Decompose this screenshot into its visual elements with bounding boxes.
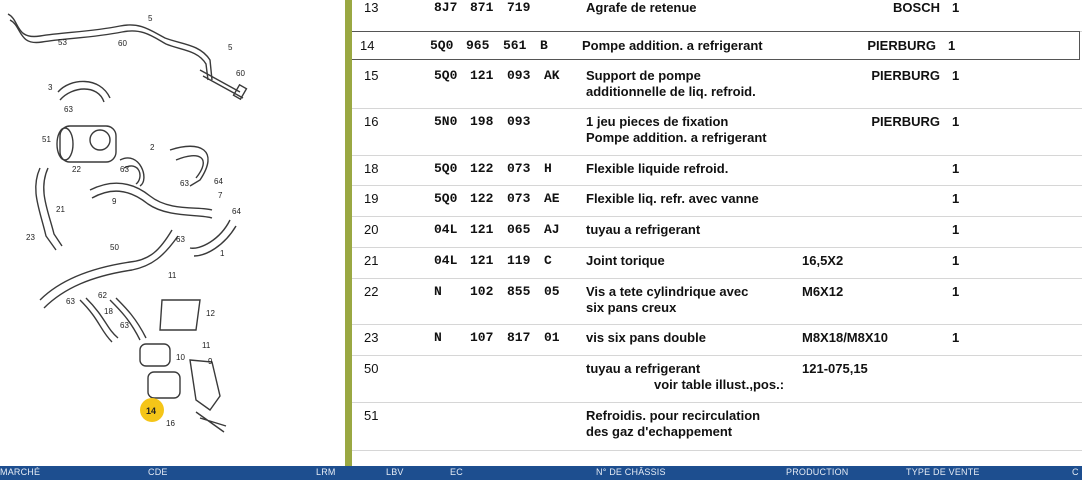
cell-pos: 16 bbox=[364, 114, 379, 129]
description-line-2: six pans creux bbox=[586, 300, 677, 315]
svg-text:21: 21 bbox=[56, 205, 65, 214]
cell-c: 065 bbox=[507, 222, 531, 237]
svg-text:51: 51 bbox=[42, 135, 51, 144]
description-line-1: 1 jeu pieces de fixation bbox=[586, 114, 729, 129]
table-row[interactable] bbox=[352, 155, 1082, 186]
cell-d: B bbox=[540, 38, 548, 53]
svg-text:60: 60 bbox=[118, 39, 127, 48]
cell-d: 05 bbox=[544, 284, 560, 299]
cell-a: 8J7 bbox=[434, 0, 458, 15]
table-row[interactable] bbox=[352, 278, 1082, 325]
table-row[interactable] bbox=[352, 185, 1082, 217]
table-row[interactable] bbox=[352, 402, 1082, 451]
svg-text:12: 12 bbox=[206, 309, 215, 318]
description-line-1: Refroidis. pour recirculation bbox=[586, 408, 761, 423]
cell-c: 561 bbox=[503, 38, 527, 53]
description-line-1: Pompe addition. a refrigerant bbox=[582, 38, 763, 53]
svg-text:60: 60 bbox=[236, 69, 245, 78]
svg-text:64: 64 bbox=[232, 207, 241, 216]
cell-qty: 1 bbox=[952, 330, 960, 345]
cell-a: N bbox=[434, 284, 442, 299]
cell-d: H bbox=[544, 161, 552, 176]
cell-b: 102 bbox=[470, 284, 494, 299]
description-line-2: Pompe addition. a refrigerant bbox=[586, 130, 767, 145]
cell-pos: 14 bbox=[360, 38, 375, 53]
svg-text:63: 63 bbox=[180, 179, 189, 188]
description-line-2: voir table illust.,pos.: bbox=[654, 377, 785, 392]
cell-pos: 15 bbox=[364, 68, 379, 83]
cell-spec: 16,5X2 bbox=[802, 253, 844, 268]
cell-c: 855 bbox=[507, 284, 531, 299]
status-bar-label: LRM bbox=[316, 467, 336, 477]
cell-description bbox=[586, 161, 728, 177]
svg-text:11: 11 bbox=[168, 271, 177, 280]
hose-drawings bbox=[8, 14, 246, 432]
cell-a: 5Q0 bbox=[434, 191, 458, 206]
cell-description bbox=[586, 191, 759, 207]
cell-c: 073 bbox=[507, 161, 531, 176]
cell-d: AE bbox=[544, 191, 560, 206]
cell-spec: M8X18/M8X10 bbox=[802, 330, 888, 345]
svg-text:18: 18 bbox=[104, 307, 113, 316]
cell-b: 122 bbox=[470, 191, 494, 206]
cell-a: 04L bbox=[434, 222, 458, 237]
cell-brand: PIERBURG bbox=[871, 68, 940, 83]
svg-text:7: 7 bbox=[218, 191, 223, 200]
cell-a: N bbox=[434, 330, 442, 345]
cell-b: 121 bbox=[470, 68, 494, 83]
cell-qty: 1 bbox=[952, 68, 960, 83]
cell-qty: 1 bbox=[952, 191, 960, 206]
cell-description bbox=[586, 284, 748, 316]
cell-pos: 21 bbox=[364, 253, 379, 268]
svg-text:16: 16 bbox=[166, 419, 175, 428]
status-bar-label: N° DE CHÂSSIS bbox=[596, 467, 666, 477]
cell-a: 5Q0 bbox=[434, 68, 458, 83]
table-row[interactable] bbox=[352, 247, 1082, 279]
cell-c: 093 bbox=[507, 114, 531, 129]
table-row[interactable] bbox=[352, 31, 1080, 60]
table-row[interactable] bbox=[352, 216, 1082, 248]
cell-qty: 1 bbox=[948, 38, 956, 53]
cell-description bbox=[586, 330, 706, 346]
cell-d: 01 bbox=[544, 330, 560, 345]
svg-text:63: 63 bbox=[66, 297, 75, 306]
cell-c: 719 bbox=[507, 0, 531, 15]
description-line-1: Support de pompe bbox=[586, 68, 701, 83]
svg-text:63: 63 bbox=[120, 165, 129, 174]
cell-b: 121 bbox=[470, 222, 494, 237]
cell-b: 965 bbox=[466, 38, 490, 53]
cell-pos: 22 bbox=[364, 284, 379, 299]
cell-pos: 19 bbox=[364, 191, 379, 206]
status-bar-label: C bbox=[1072, 467, 1079, 477]
svg-text:2: 2 bbox=[150, 143, 155, 152]
cell-pos: 50 bbox=[364, 361, 379, 376]
cell-brand: PIERBURG bbox=[871, 114, 940, 129]
cell-b: 121 bbox=[470, 253, 494, 268]
description-line-1: Joint torique bbox=[586, 253, 665, 268]
svg-text:23: 23 bbox=[26, 233, 35, 242]
table-row[interactable] bbox=[352, 355, 1082, 403]
cell-c: 073 bbox=[507, 191, 531, 206]
cell-pos: 23 bbox=[364, 330, 379, 345]
cell-qty: 1 bbox=[952, 253, 960, 268]
svg-text:9: 9 bbox=[112, 197, 117, 206]
cell-a: 04L bbox=[434, 253, 458, 268]
cell-pos: 51 bbox=[364, 408, 379, 423]
cell-spec: 121-075,15 bbox=[802, 361, 868, 376]
cell-description bbox=[586, 222, 700, 238]
accent-divider bbox=[345, 0, 352, 466]
cell-qty: 1 bbox=[952, 0, 960, 15]
cell-qty: 1 bbox=[952, 284, 960, 299]
cell-b: 107 bbox=[470, 330, 494, 345]
cell-pos: 13 bbox=[364, 0, 379, 15]
status-bar bbox=[0, 466, 1082, 480]
description-line-1: tuyau a refrigerant bbox=[586, 222, 701, 237]
svg-text:64: 64 bbox=[214, 177, 223, 186]
cell-description bbox=[582, 38, 763, 54]
status-bar-label: LBV bbox=[386, 467, 404, 477]
table-row[interactable] bbox=[352, 0, 1082, 32]
cell-description bbox=[586, 68, 756, 100]
description-line-2: des gaz d'echappement bbox=[586, 424, 733, 439]
cell-b: 198 bbox=[470, 114, 494, 129]
svg-text:62: 62 bbox=[98, 291, 107, 300]
description-line-1: vis six pans double bbox=[586, 330, 706, 345]
cell-brand: PIERBURG bbox=[867, 38, 936, 53]
diagram-illustration bbox=[0, 0, 345, 466]
description-line-1: Vis a tete cylindrique avec bbox=[586, 284, 749, 299]
cell-d: AK bbox=[544, 68, 560, 83]
cell-pos: 18 bbox=[364, 161, 379, 176]
cell-description bbox=[586, 408, 760, 440]
description-line-1: Flexible liquide refroid. bbox=[586, 161, 729, 176]
svg-text:63: 63 bbox=[64, 105, 73, 114]
table-row[interactable] bbox=[352, 108, 1082, 156]
cell-c: 817 bbox=[507, 330, 531, 345]
status-bar-label: EC bbox=[450, 467, 463, 477]
svg-text:22: 22 bbox=[72, 165, 81, 174]
cell-a: 5Q0 bbox=[434, 161, 458, 176]
cell-c: 093 bbox=[507, 68, 531, 83]
parts-table bbox=[352, 0, 1082, 466]
table-row[interactable] bbox=[352, 62, 1082, 109]
cell-qty: 1 bbox=[952, 222, 960, 237]
svg-text:10: 10 bbox=[176, 353, 185, 362]
svg-text:5: 5 bbox=[228, 43, 233, 52]
cell-b: 122 bbox=[470, 161, 494, 176]
callout-14-label: 14 bbox=[146, 406, 157, 416]
cell-d: C bbox=[544, 253, 552, 268]
cell-a: 5Q0 bbox=[430, 38, 454, 53]
cell-brand: BOSCH bbox=[893, 0, 940, 15]
cell-description bbox=[586, 253, 665, 269]
cell-description bbox=[586, 0, 697, 16]
svg-text:50: 50 bbox=[110, 243, 119, 252]
svg-text:3: 3 bbox=[48, 83, 53, 92]
cell-description bbox=[586, 114, 767, 146]
svg-text:63: 63 bbox=[120, 321, 129, 330]
cell-b: 871 bbox=[470, 0, 494, 15]
description-line-1: Flexible liq. refr. avec vanne bbox=[586, 191, 759, 206]
svg-text:5: 5 bbox=[148, 14, 153, 23]
status-bar-label: CDE bbox=[148, 467, 168, 477]
svg-text:11: 11 bbox=[202, 341, 211, 350]
description-line-1: tuyau a refrigerant bbox=[586, 361, 701, 376]
svg-text:53: 53 bbox=[58, 38, 67, 47]
cell-qty: 1 bbox=[952, 114, 960, 129]
cell-pos: 20 bbox=[364, 222, 379, 237]
description-line-1: Agrafe de retenue bbox=[586, 0, 697, 15]
description-line-2: additionnelle de liq. refroid. bbox=[586, 84, 756, 99]
cell-qty: 1 bbox=[952, 161, 960, 176]
svg-text:9: 9 bbox=[208, 357, 213, 366]
cell-spec: M6X12 bbox=[802, 284, 844, 299]
parts-diagram[interactable] bbox=[0, 0, 345, 466]
table-row[interactable] bbox=[352, 324, 1082, 356]
svg-text:63: 63 bbox=[176, 235, 185, 244]
status-bar-label: PRODUCTION bbox=[786, 467, 849, 477]
cell-c: 119 bbox=[507, 253, 531, 268]
cell-a: 5N0 bbox=[434, 114, 458, 129]
cell-d: AJ bbox=[544, 222, 560, 237]
svg-text:1: 1 bbox=[220, 249, 225, 258]
status-bar-label: TYPE DE VENTE bbox=[906, 467, 980, 477]
status-bar-label: MARCHÉ bbox=[0, 467, 41, 477]
cell-description bbox=[586, 361, 784, 393]
